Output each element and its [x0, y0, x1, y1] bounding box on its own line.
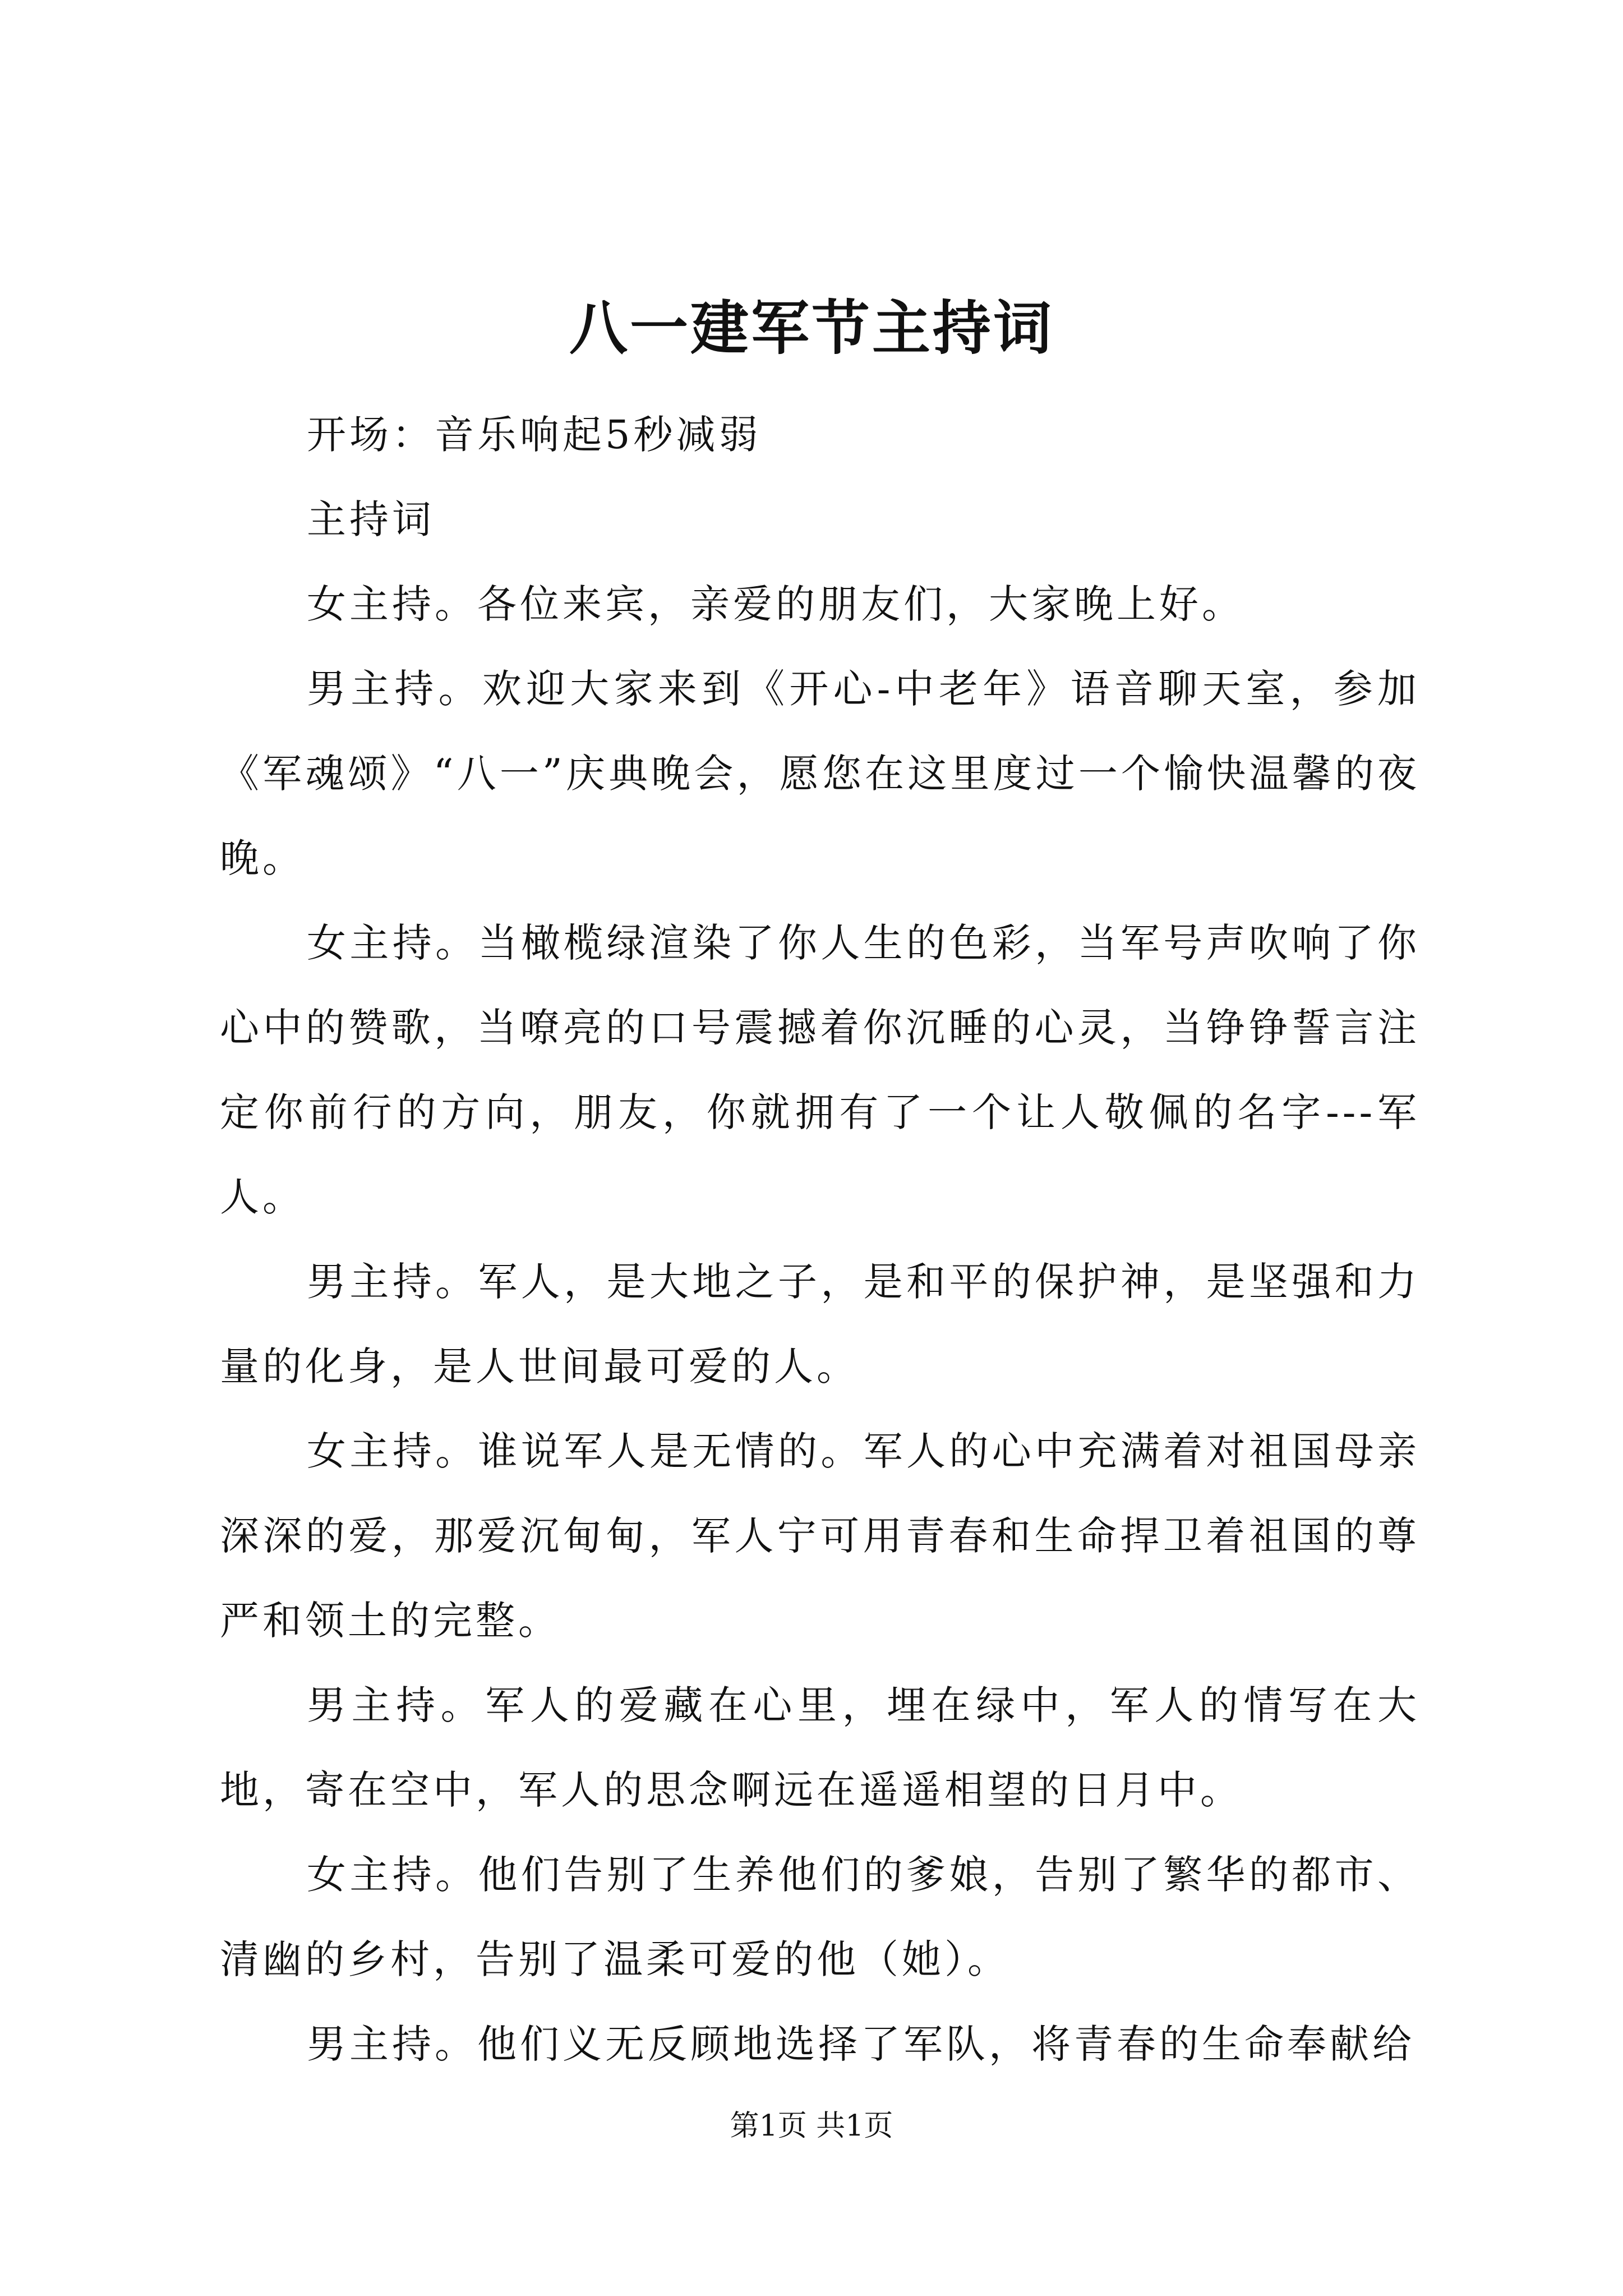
paragraph: 女主持。谁说军人是无情的。军人的心中充满着对祖国母亲深深的爱，那爱沉甸甸，军人宁可用青春和生命捍卫着祖国的尊严和领土的完整。 [220, 1428, 1420, 1644]
document-title: 八一建军节主持词 [569, 293, 1054, 362]
page-footer: 第1页 共1页 [730, 2109, 893, 2143]
paragraph: 女主持。各位来宾，亲爱的朋友们，大家晚上好。 [307, 581, 1244, 627]
paragraph: 男主持。他们义无反顾地选择了军队，将青春的生命奉献给 [307, 2021, 1415, 2067]
paragraph-heading: 主持词 [307, 496, 435, 542]
paragraph: 女主持。他们告别了生养他们的爹娘，告别了繁华的都市、清幽的乡村，告别了温柔可爱的他（她）。 [220, 1852, 1420, 1982]
paragraph: 男主持。欢迎大家来到《开心-中老年》语音聊天室，参加《军魂颂》“八一”庆典晚会，愿您在这里度过一个愉快温馨的夜晚。 [220, 666, 1420, 881]
paragraph: 男主持。军人的爱藏在心里，埋在绿中，军人的情写在大地，寄在空中，军人的思念啊远在遥遥相望的日月中。 [220, 1682, 1420, 1813]
paragraph-opening: 开场：音乐响起5秒减弱 [307, 412, 762, 458]
paragraph: 男主持。军人，是大地之子，是和平的保护神，是坚强和力量的化身，是人世间最可爱的人。 [220, 1259, 1420, 1389]
document-body [220, 393, 1420, 2087]
paragraph: 女主持。当橄榄绿渲染了你人生的色彩，当军号声吹响了你心中的赞歌，当嘹亮的口号震撼着你沉睡的心灵，当铮铮誓言注定你前行的方向，朋友，你就拥有了一个让人敬佩的名字---军人。 [220, 920, 1420, 1220]
